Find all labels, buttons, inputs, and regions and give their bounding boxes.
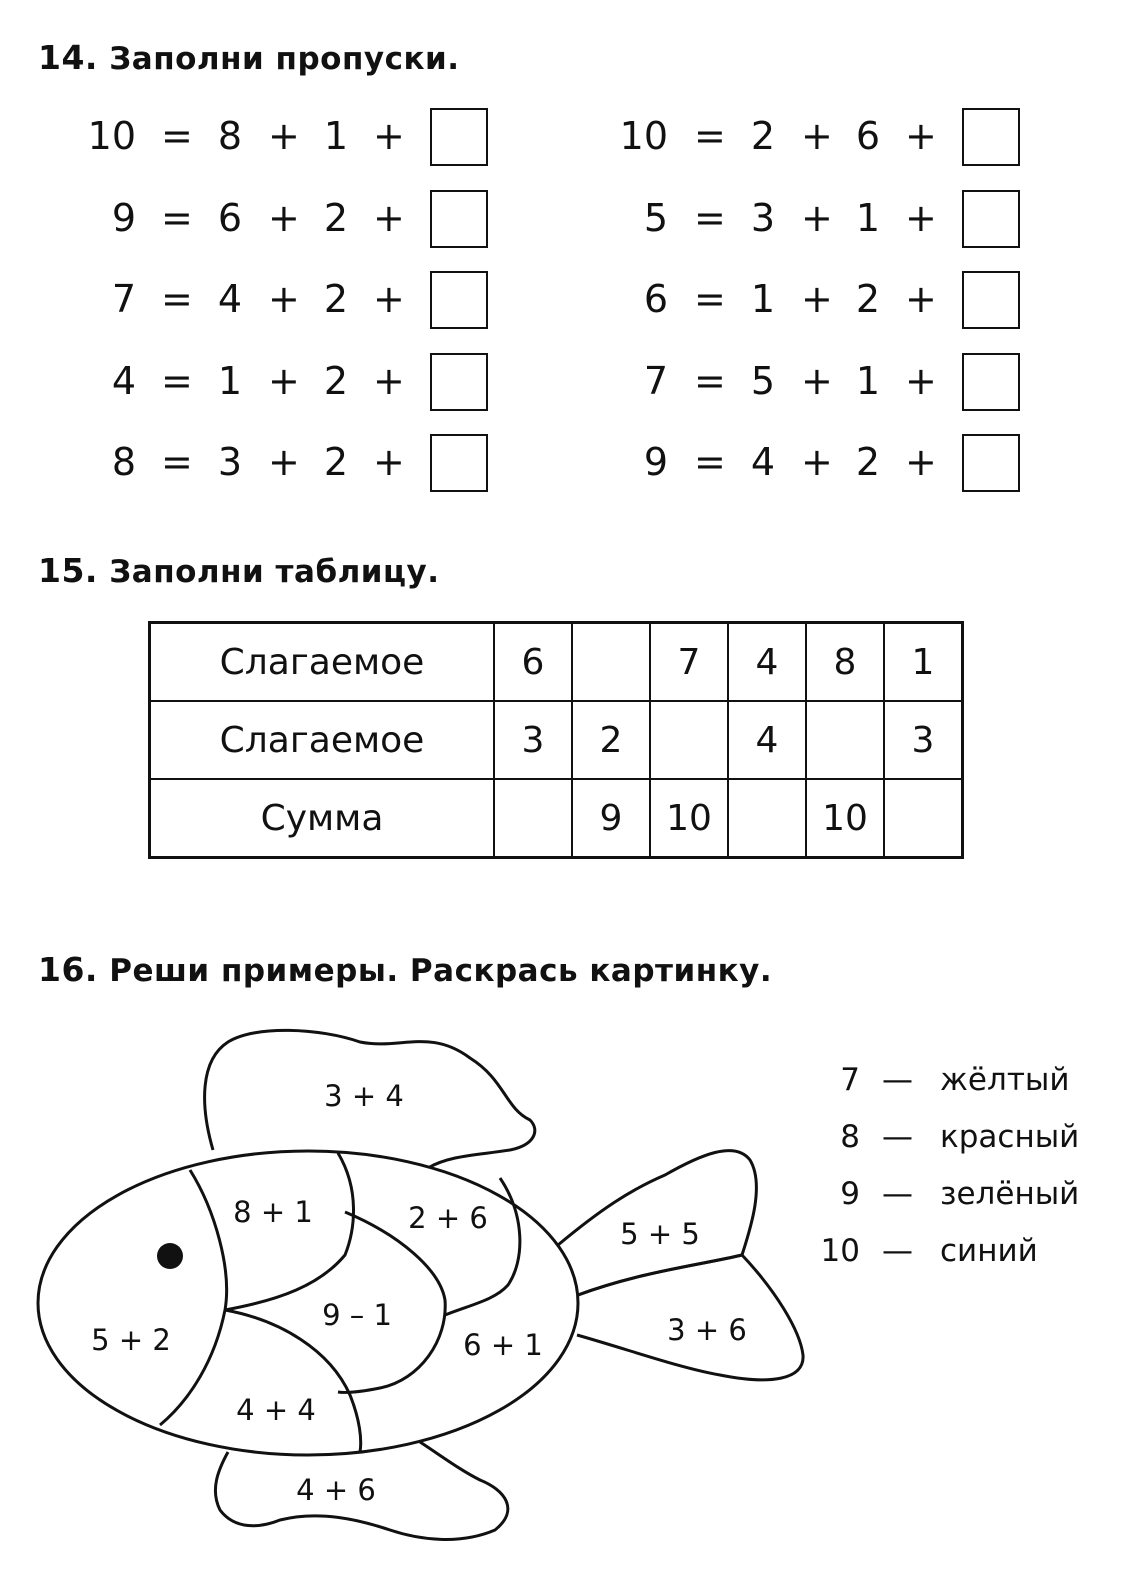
equals-sign: = (694, 114, 726, 158)
equals-sign: = (161, 358, 193, 403)
equals-sign: = (694, 440, 726, 484)
task-15-text: Заполни таблицу. (109, 554, 440, 590)
task-14-text: Заполни пропуски. (109, 41, 460, 77)
task-16-text: Реши примеры. Раскрась картинку. (109, 953, 773, 989)
legend-color-name: синий (940, 1233, 1038, 1269)
plus-sign: + (905, 114, 937, 158)
eq-term-b: 6 (855, 114, 881, 158)
table-cell: 7 (650, 623, 728, 702)
label-head: 5 + 2 (91, 1323, 171, 1357)
equals-sign: = (694, 358, 726, 403)
task-14-number: 14. (38, 38, 98, 77)
task-15-number: 15. (38, 551, 98, 590)
plus-sign: + (801, 277, 833, 321)
plus-sign: + (373, 277, 405, 321)
eq-term-a: 3 (750, 195, 776, 240)
table-cell: 3 (494, 701, 572, 779)
eq-term-a: 2 (750, 114, 776, 158)
eq-term-a: 8 (217, 114, 243, 158)
eq-total: 8 (111, 440, 136, 484)
eq-total: 7 (111, 277, 136, 321)
label-lower-body: 6 + 1 (463, 1328, 543, 1362)
legend-value: 10 (820, 1233, 860, 1269)
plus-sign: + (905, 440, 937, 484)
eq-term-b: 2 (855, 440, 881, 484)
legend-value: 9 (840, 1176, 860, 1212)
eq-term-a: 1 (217, 358, 243, 403)
table-cell: 8 (806, 623, 884, 702)
plus-sign: + (268, 358, 300, 403)
eq-total: 10 (87, 114, 136, 158)
plus-sign: + (905, 195, 937, 240)
eq-term-b: 2 (323, 195, 349, 240)
equals-sign: = (694, 277, 726, 321)
equals-sign: = (161, 277, 193, 321)
legend-dash: — (882, 1176, 913, 1212)
table-cell: 10 (650, 779, 728, 858)
plus-sign: + (268, 277, 300, 321)
table-cell: 9 (572, 779, 650, 858)
eq-total: 10 (619, 114, 668, 158)
row-label: Сумма (150, 779, 495, 858)
eq-total: 4 (111, 358, 136, 403)
eq-total: 7 (643, 358, 668, 403)
legend-color-name: жёлтый (940, 1062, 1070, 1098)
legend-value: 7 (840, 1062, 860, 1098)
table-cell: 6 (494, 623, 572, 702)
equals-sign: = (694, 195, 726, 240)
label-middle: 9 – 1 (322, 1298, 392, 1332)
label-top-fin: 3 + 4 (324, 1079, 404, 1113)
eq-term-a: 5 (750, 358, 776, 403)
eq-total: 5 (643, 195, 668, 240)
plus-sign: + (373, 195, 405, 240)
plus-sign: + (905, 358, 937, 403)
eq-term-a: 6 (217, 195, 243, 240)
equals-sign: = (161, 114, 193, 158)
eq-term-a: 3 (217, 440, 243, 484)
eq-total: 9 (111, 195, 136, 240)
plus-sign: + (801, 114, 833, 158)
legend-color-name: зелёный (940, 1176, 1080, 1212)
eq-term-b: 2 (323, 440, 349, 484)
legend-dash: — (882, 1233, 913, 1269)
eq-total: 9 (643, 440, 668, 484)
label-tail-upper: 5 + 5 (620, 1217, 700, 1251)
label-gill: 8 + 1 (233, 1195, 313, 1229)
plus-sign: + (801, 195, 833, 240)
eq-term-b: 1 (855, 195, 881, 240)
plus-sign: + (905, 277, 937, 321)
legend-color-name: красный (940, 1119, 1080, 1155)
table-cell: 2 (572, 701, 650, 779)
table-cell: 1 (884, 623, 963, 702)
task-16-number: 16. (38, 950, 98, 989)
label-belly: 4 + 4 (236, 1393, 316, 1427)
legend-dash: — (882, 1119, 913, 1155)
plus-sign: + (268, 440, 300, 484)
eq-total: 6 (643, 277, 668, 321)
eq-term-a: 4 (750, 440, 776, 484)
legend-value: 8 (840, 1119, 860, 1155)
eq-term-b: 2 (323, 358, 349, 403)
plus-sign: + (801, 440, 833, 484)
eq-term-b: 2 (855, 277, 881, 321)
table-cell: 4 (728, 701, 806, 779)
eq-term-a: 1 (750, 277, 776, 321)
plus-sign: + (801, 358, 833, 403)
eq-term-a: 4 (217, 277, 243, 321)
equals-sign: = (161, 195, 193, 240)
plus-sign: + (373, 114, 405, 158)
table-cell: 10 (806, 779, 884, 858)
plus-sign: + (373, 440, 405, 484)
legend-dash: — (882, 1062, 913, 1098)
plus-sign: + (373, 358, 405, 403)
row-label: Слагаемое (150, 701, 495, 779)
table-cell: 4 (728, 623, 806, 702)
plus-sign: + (268, 195, 300, 240)
label-upper-body: 2 + 6 (408, 1201, 488, 1235)
eq-term-b: 1 (855, 358, 881, 403)
eq-term-b: 1 (323, 114, 349, 158)
table-cell: 3 (884, 701, 963, 779)
row-label: Слагаемое (150, 623, 495, 702)
label-tail-lower: 3 + 6 (667, 1313, 747, 1347)
eq-term-b: 2 (323, 277, 349, 321)
label-bottom-fin: 4 + 6 (296, 1473, 376, 1507)
plus-sign: + (268, 114, 300, 158)
fish-eye (157, 1243, 183, 1269)
equals-sign: = (161, 440, 193, 484)
